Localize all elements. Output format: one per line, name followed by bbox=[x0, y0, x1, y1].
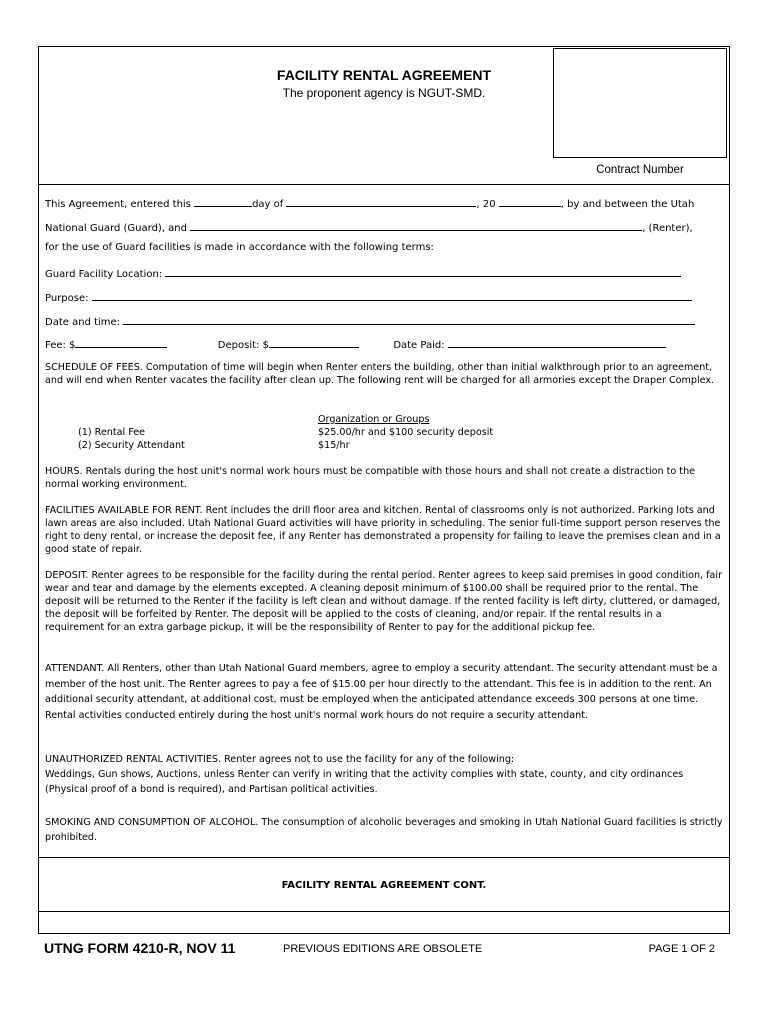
fee-value-security: $15/hr bbox=[318, 440, 350, 451]
deposit-section: DEPOSIT. Renter agrees to be responsible for the facility during the rental period. Renter agrees to keep said premises in good condition, fair wear and tear and damage by the elements excepted. A cleaning deposit minimum of $100.00 shall be required prior to the rental. The deposit will be returned to the Renter if the facility is left clean and without damage. If the rented facility is left dirty, cluttered, or damaged, the deposit will be forfeited by Renter. The deposit will be applied to the costs of cleaning, and/or repair. If the rental results in a requirement for an extra garbage pickup, it will be the responsibility of Renter to pay for the additional pickup fee. bbox=[45, 570, 723, 633]
hours-section: HOURS. Rentals during the host unit's normal work hours must be compatible with those hours and shall not create a distraction to the normal working environment. bbox=[45, 466, 696, 490]
renter-name-field[interactable] bbox=[190, 219, 642, 231]
agreement-text: This Agreement, entered this bbox=[45, 199, 191, 210]
contract-number-label: Contract Number bbox=[596, 164, 684, 176]
smoking-section: SMOKING AND CONSUMPTION OF ALCOHOL. The consumption of alcoholic beverages and smoking in Utah National Guard facilities is strictly prohibited. bbox=[45, 817, 723, 843]
renter-label: , (Renter), bbox=[642, 223, 693, 234]
fee-column-header: Organization or Groups bbox=[318, 414, 430, 425]
schedule-of-fees: SCHEDULE OF FEES. Computation of time will begin when Renter enters the building, other than initial walkthrough prior to an agreement, and will end when Renter vacates the facility after clean up. The following rent will be charged for all armories except the Draper Complex. bbox=[45, 362, 715, 386]
purpose-field[interactable] bbox=[92, 289, 692, 301]
fee-field[interactable] bbox=[75, 336, 167, 348]
facilities-section: FACILITIES AVAILABLE FOR RENT. Rent includes the drill floor area and kitchen. Rental of classrooms only is not authorized. Parking lots and lawn areas are also included. Utah National Guard activities will have priority in scheduling. The senior full-time support person reserves the right to deny rental, or increase the deposit fee, if any Renter has demonstrated a propensity for failing to leave the premises clean and in a good state of repair. bbox=[45, 505, 721, 555]
date-paid-field[interactable] bbox=[448, 336, 666, 348]
guard-label: National Guard (Guard), and bbox=[45, 223, 187, 234]
contract-number-field[interactable] bbox=[553, 48, 727, 158]
month-field[interactable] bbox=[286, 195, 476, 207]
datetime-label: Date and time: bbox=[45, 317, 121, 328]
fee-item-security: (2) Security Attendant bbox=[78, 440, 185, 451]
agreement-line-2 bbox=[45, 219, 693, 234]
location-field[interactable] bbox=[165, 265, 681, 277]
page-subtitle: The proponent agency is NGUT-SMD. bbox=[282, 86, 486, 100]
fee-item-rental: (1) Rental Fee bbox=[78, 427, 146, 438]
unauthorized-list: Weddings, Gun shows, Auctions, unless Renter can verify in writing that the activity complies with state, county, and city ordinances (Physical proof of a bond is required), and Partisan political activities. bbox=[45, 769, 684, 795]
fee-row bbox=[45, 336, 666, 351]
location-row bbox=[45, 265, 681, 280]
form-id: UTNG FORM 4210-R, NOV 11 bbox=[44, 940, 236, 956]
datetime-field[interactable] bbox=[123, 313, 695, 325]
between-label: , by and between the Utah bbox=[560, 199, 695, 210]
agreement-line-3: for the use of Guard facilities is made in accordance with the following terms: bbox=[45, 242, 434, 253]
deposit-field[interactable] bbox=[269, 336, 359, 348]
year-field[interactable] bbox=[499, 195, 561, 207]
attendant-section: ATTENDANT. All Renters, other than Utah National Guard members, agree to employ a security attendant. The security attendant must be a member of the host unit. The Renter agrees to pay a fee of $15.00 per hour directly to the attendant. This fee is in addition to the rent. An additional security attendant, at additional cost, must be employed when the anticipated attendance exceeds 300 persons at one time. Rental activities conducted entirely during the host unit's normal work hours do not require a security attendant. bbox=[45, 663, 718, 721]
unauthorized-heading: UNAUTHORIZED RENTAL ACTIVITIES. Renter agrees not to use the facility for any of the following: bbox=[45, 754, 515, 765]
divider bbox=[38, 184, 730, 185]
day-of-label: day of bbox=[252, 199, 284, 210]
deposit-label: Deposit: $ bbox=[217, 340, 269, 351]
divider bbox=[38, 911, 730, 912]
continued-heading: FACILITY RENTAL AGREEMENT CONT. bbox=[281, 880, 487, 891]
purpose-label: Purpose: bbox=[45, 293, 89, 304]
fee-label: Fee: $ bbox=[45, 340, 76, 351]
day-field[interactable] bbox=[194, 195, 252, 207]
agreement-line-1 bbox=[45, 195, 694, 210]
datetime-row bbox=[45, 313, 695, 328]
date-paid-label: Date Paid: bbox=[393, 340, 445, 351]
page-number: PAGE 1 OF 2 bbox=[648, 943, 715, 955]
year-label: , 20 bbox=[476, 199, 496, 210]
previous-editions: PREVIOUS EDITIONS ARE OBSOLETE bbox=[283, 943, 483, 955]
purpose-row bbox=[45, 289, 692, 304]
page-title: FACILITY RENTAL AGREEMENT bbox=[276, 67, 492, 83]
divider bbox=[38, 857, 730, 858]
location-label: Guard Facility Location: bbox=[45, 269, 163, 280]
fee-value-rental: $25.00/hr and $100 security deposit bbox=[318, 427, 494, 438]
